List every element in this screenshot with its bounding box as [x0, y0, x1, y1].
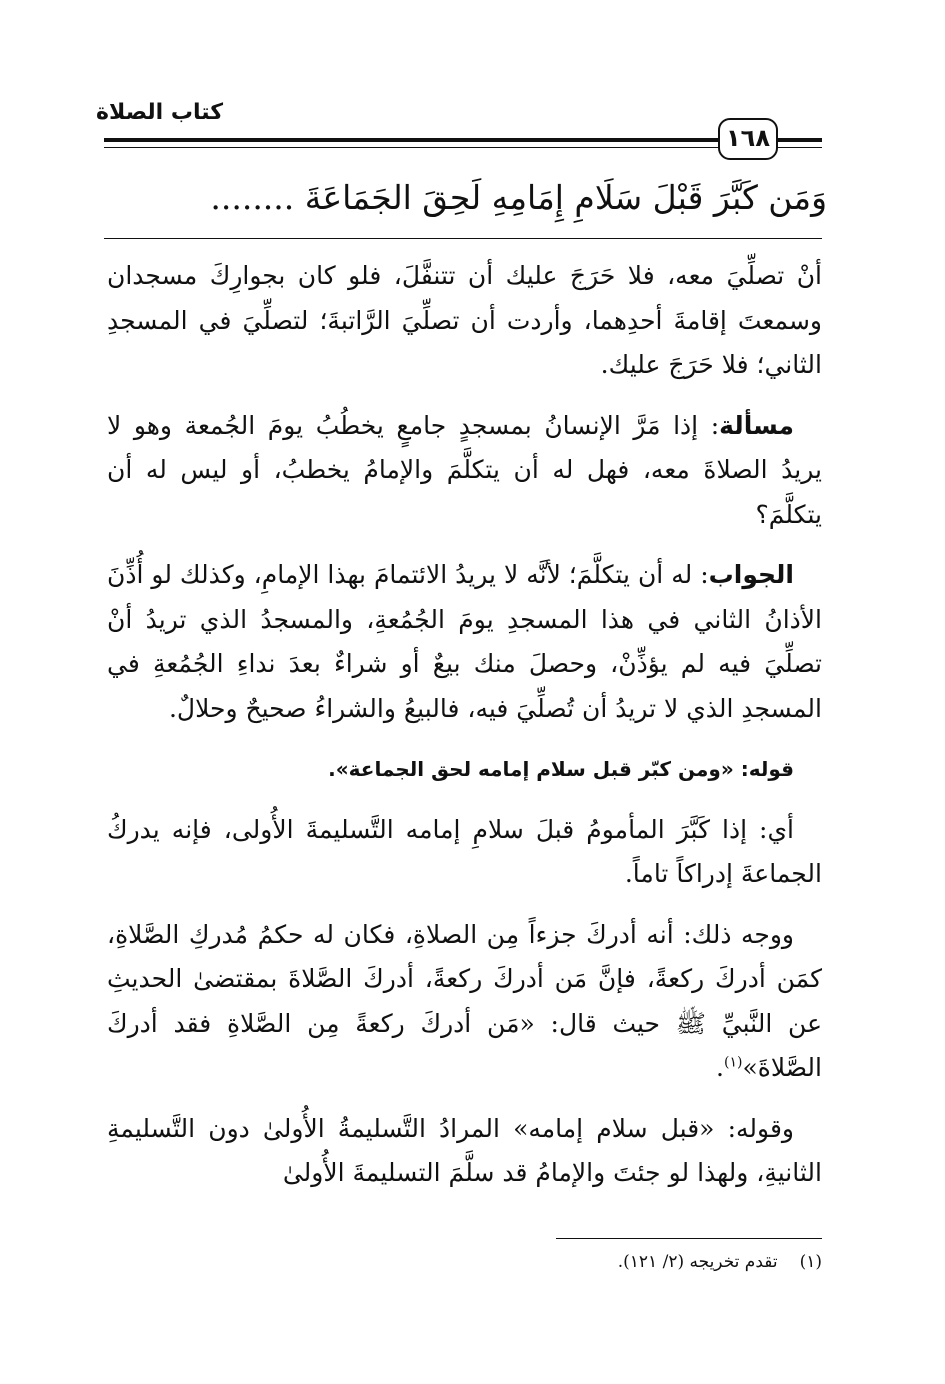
- paragraph-1: أنْ تصلِّيَ معه، فلا حَرَجَ عليك أن تتنفَّلَ، فلو كان بجوارِكَ مسجدان وسمعتَ إقامةَ أحدِهما، وأردت أن تصلِّيَ الرَّاتبةَ؛ لتصلِّيَ في المسجدِ الثاني؛ فلا حَرَجَ عليك.: [107, 261, 822, 379]
- header-rule-thin: [104, 147, 822, 148]
- paragraph-5: [107, 913, 822, 1091]
- paragraph-5-text: ووجه ذلك: أنه أدركَ جزءاً مِن الصلاةِ، فكان له حكمُ مُدركِ الصَّلاةِ، كمَن أدركَ ركعةً، فإنَّ مَن أدركَ ركعةً، أدركَ الصَّلاةَ بمقتضىٰ الحديثِ عن النَّبيِّ ﷺ حيث قال: «مَن أدركَ ركعةً مِن الصَّلاةِ فقد أدركَ الصَّلاةَ»: [107, 919, 822, 1082]
- section-heading: وَمَن كَبَّرَ قَبْلَ سَلَامِ إِمَامِهِ لَحِقَ الجَمَاعَةَ ........: [210, 178, 827, 217]
- paragraph-6: وقوله: «قبل سلام إمامه» المرادُ التَّسليمةُ الأُولىٰ دون التَّسليمةِ الثانيةِ، ولهذا لو جئتَ والإمامُ قد سلَّمَ التسليمةَ الأُولىٰ: [107, 1113, 822, 1187]
- running-book-title: كتاب الصلاة: [96, 100, 223, 125]
- question-label: مسألة: [719, 410, 794, 440]
- answer-text: : له أن يتكلَّمَ؛ لأنَّه لا يريدُ الائتمامَ بهذا الإمامِ، وكذلك لو أُذِّنَ الأذانُ الثاني في هذا المسجدِ يومَ الجُمُعةِ، والمسجدُ الذي تريدُ أنْ تصلِّيَ فيه لم يؤذِّنْ، وحصلَ منك بيعٌ أو شراءٌ بعدَ نداءِ الجُمُعةِ في المسجدِ الذي لا تريدُ أن تُصلِّيَ فيه، فالبيعُ والشراءُ صحيحٌ وحلالٌ.: [107, 560, 822, 723]
- answer-label: الجواب: [708, 560, 794, 589]
- heading-rule: [104, 238, 822, 239]
- header-rule-thick: [104, 138, 822, 142]
- main-text: [107, 254, 822, 1196]
- footnote-text: تقدم تخريجه (٢/ ١٢١).: [617, 1252, 778, 1272]
- paragraph-question: [107, 404, 822, 538]
- footnote-rule: [556, 1238, 822, 1239]
- paragraph-5-end: .: [716, 1053, 724, 1082]
- matn-quote: [107, 747, 822, 792]
- page-number-badge: ١٦٨: [718, 118, 778, 160]
- paragraph-4: أي: إذا كَبَّرَ المأمومُ قبلَ سلامِ إمامه التَّسليمةَ الأُولى، فإنه يدركُ الجماعةَ إدراكاً تاماً.: [107, 814, 822, 888]
- footnote-reference[interactable]: (١): [723, 1054, 743, 1071]
- quote-text: «ومن كبّر قبل سلام إمامه لحق الجماعة».: [328, 757, 741, 781]
- footnote: [422, 1252, 822, 1272]
- paragraph-answer: [107, 553, 822, 731]
- question-text: : إذا مَرَّ الإنسانُ بمسجدٍ جامعٍ يخطُبُ يومَ الجُمعة وهو لا يريدُ الصلاةَ معه، فهل له أن يتكلَّمَ والإمامُ يخطبُ، أو ليس له أن يتكلَّمَ؟: [107, 410, 822, 529]
- quote-label: قوله:: [740, 757, 794, 781]
- footnote-number: (١): [799, 1252, 822, 1272]
